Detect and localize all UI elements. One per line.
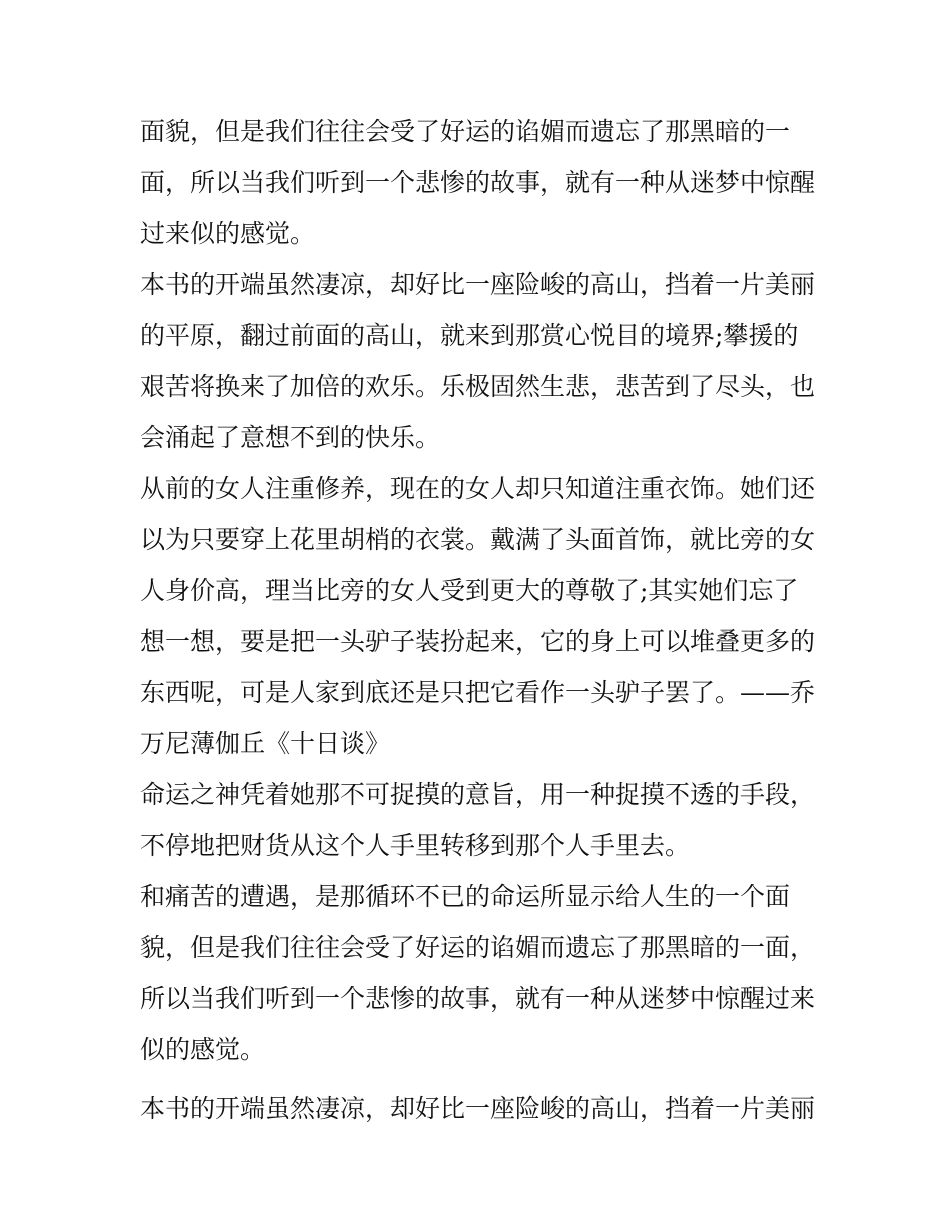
paragraph-4 (140, 769, 820, 871)
paragraph-3 (140, 463, 820, 769)
text-line: 本书的开端虽然凄凉，却好比一座险峻的高山，挡着一片美丽 (140, 1094, 816, 1123)
text-line: 从前的女人注重修养，现在的女人却只知道注重衣饰。她们还 (140, 474, 816, 503)
paragraph-2 (140, 259, 820, 463)
text-line: 命运之神凭着她那不可捉摸的意旨，用一种捉摸不透的手段， (140, 780, 816, 809)
text-line: 人身价高，理当比旁的女人受到更大的尊敬了;其实她们忘了 (140, 576, 799, 605)
text-line: 想一想，要是把一头驴子装扮起来，它的身上可以堆叠更多的 (140, 627, 816, 656)
text-line: 所以当我们听到一个悲惨的故事，就有一种从迷梦中惊醒过来 (140, 984, 816, 1013)
paragraph-6 (140, 1083, 820, 1134)
text-line: 东西呢，可是人家到底还是只把它看作一头驴子罢了。——乔 (140, 678, 816, 707)
text-line: 不停地把财货从这个人手里转移到那个人手里去。 (140, 831, 691, 860)
text-line: 万尼薄伽丘《十日谈》 (140, 729, 391, 758)
text-line: 本书的开端虽然凄凉，却好比一座险峻的高山，挡着一片美丽 (140, 270, 816, 299)
text-line: 面貌，但是我们往往会受了好运的谄媚而遗忘了那黑暗的一 (140, 117, 791, 146)
text-line: 会涌起了意想不到的快乐。 (140, 423, 441, 452)
text-line: 貌，但是我们往往会受了好运的谄媚而遗忘了那黑暗的一面， (140, 933, 816, 962)
text-line: 艰苦将换来了加倍的欢乐。乐极固然生悲，悲苦到了尽头，也 (140, 372, 816, 401)
text-line: 面，所以当我们听到一个悲惨的故事，就有一种从迷梦中惊醒 (140, 168, 816, 197)
text-line: 和痛苦的遭遇，是那循环不已的命运所显示给人生的一个面 (140, 882, 791, 911)
text-line: 似的感觉。 (140, 1035, 266, 1064)
text-line: 过来似的感觉。 (140, 219, 316, 248)
document-body (140, 106, 820, 1134)
paragraph-1 (140, 106, 820, 259)
paragraph-5 (140, 871, 820, 1075)
text-line: 的平原，翻过前面的高山，就来到那赏心悦目的境界;攀援的 (140, 321, 799, 350)
text-line: 以为只要穿上花里胡梢的衣裳。戴满了头面首饰，就比旁的女 (140, 525, 816, 554)
